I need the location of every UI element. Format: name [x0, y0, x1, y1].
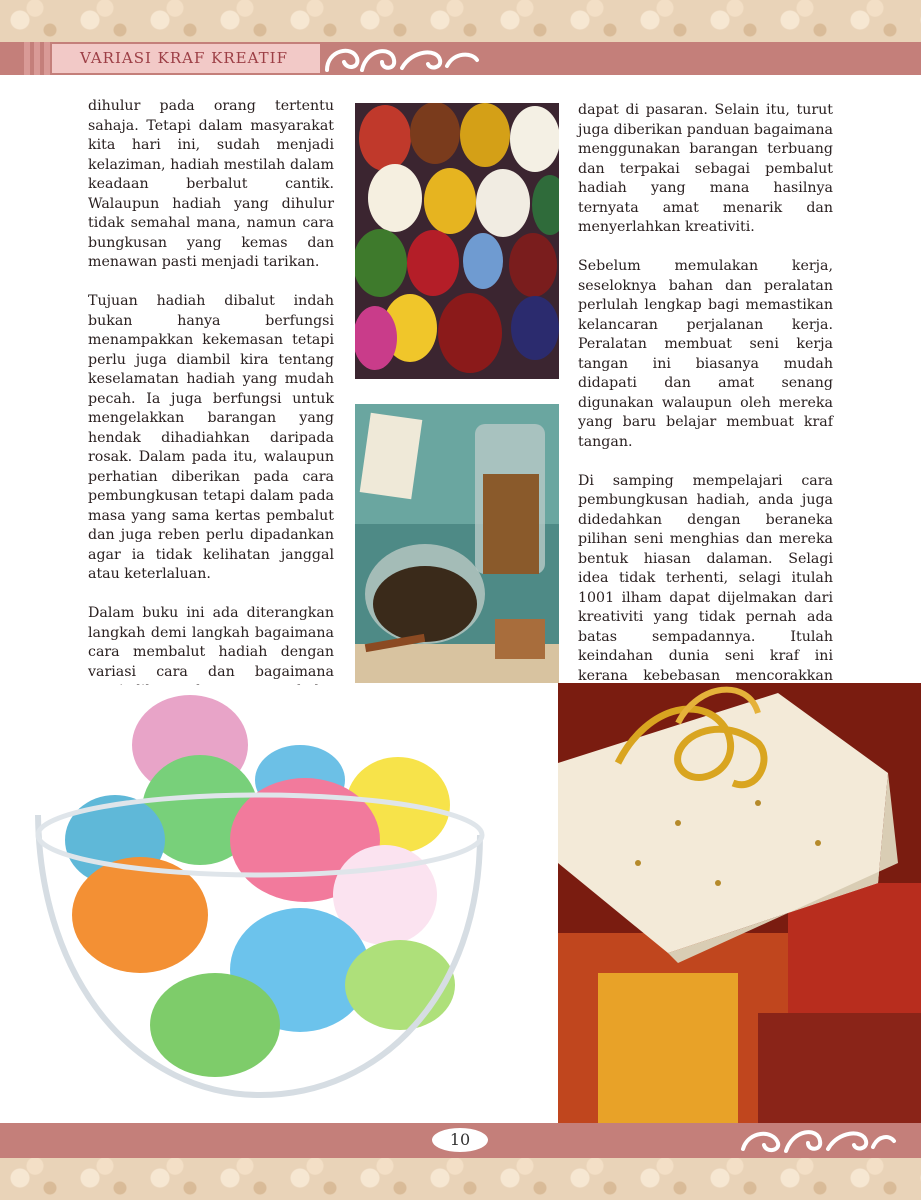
right-text-column — [578, 101, 833, 784]
footer-swirl-ornament — [738, 1121, 898, 1158]
paragraph: Tujuan hadiah dibalut indah bukan hanya berfungsi menampakkan kekemasan tetapi perlu juga diambil kira tentang keselamatan hadiah yang mudah pecah. Ia juga berfungsi untuk mengelakkan barangan yang hendak dihadiahkan daripada rosak. Dalam pada itu, walaupun perhatian diberikan pada cara pembungkusan tetapi dalam pada masa yang sama kertas pembalut dan juga reben perlu dipadankan agar ia tidak kelihatan janggal atau keterlaluan. — [88, 293, 334, 582]
bottom-lace-border — [0, 1158, 921, 1200]
paragraph: Sebelum memulakan kerja, seseloknya bahan dan peralatan perlulah lengkap bagi memastikan kelancaran perjalanan kerja. Peralatan membuat seni kerja tangan ini biasanya mudah didapati dan amat senang digunakan walaupun oleh mereka yang baru belajar membuat kraf tangan. — [578, 258, 833, 450]
paragraph: dapat di pasaran. Selain itu, turut juga diberikan panduan bagaimana menggunakan barangan terbuang dan terpakai sebagai pembalut hadiah yang mana hasilnya ternyata amat menarik dan menyerlahkan kreativiti. — [578, 102, 833, 235]
paragraph: dihulur pada orang tertentu sahaja. Tetapi dalam masyarakat kita hari ini, sudah menjadi kelaziman, hadiah mestilah dalam keadaan berbalut cantik. Walaupun hadiah yang dihulur tidak semahal mana, namun cara bungkusan yang kemas dan menawan pasti menjadi tarikan. — [88, 98, 334, 270]
header-swirl-ornament — [322, 40, 482, 77]
spice-jars-photo — [355, 404, 559, 683]
top-lace-border — [0, 0, 921, 42]
gift-box-photo — [558, 683, 921, 1123]
page-number: 10 — [432, 1128, 488, 1152]
paragraph: Di samping mempelajari cara pembungkusan hadiah, anda juga didedahkan dengan beraneka pilihan seni menghias dan mereka bentuk hiasan dalaman. Selagi idea tidak terhenti, selagi itulah 1001 ilham dapat dijelmakan dari kreativiti yang tidak pernah ada batas sempadannya. Itulah keindahan dunia seni kraf ini kerana kebebasan mencorakkan — [578, 472, 833, 684]
egg-bowl-photo — [0, 685, 558, 1123]
running-header: VARIASI KRAF KREATIF — [52, 44, 320, 73]
left-text-column — [88, 97, 334, 760]
painted-eggs-photo — [355, 103, 559, 379]
header-stripes — [24, 42, 52, 75]
paragraph: Dalam buku ini ada diterangkan langkah demi langkah bagaimana cara membalut hadiah dengan variasi cara dan bagaimana — [88, 605, 334, 680]
